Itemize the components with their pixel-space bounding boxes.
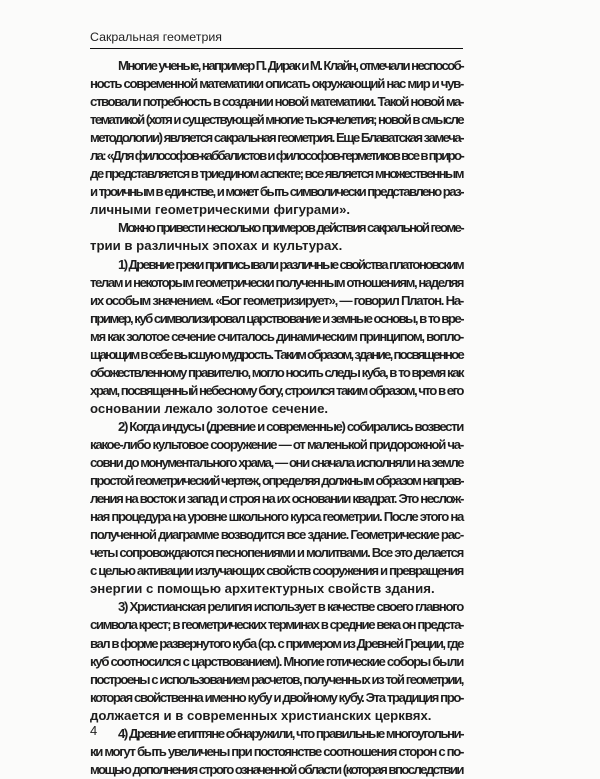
text-line: ла: «Для философов-каббалистов и философов-герметиков все в приро- — [90, 148, 463, 164]
text-line: основании лежало золотое сечение. — [90, 400, 329, 416]
text-line: совни до монументального храма, — они сначала исполняли на земле — [90, 455, 463, 471]
body-text — [90, 57, 463, 779]
text-line: Многие ученые, например П. Дирак и М. Клайн, отмечали неспособ- — [118, 58, 463, 73]
running-head: Сакральная геометрия — [90, 29, 463, 49]
text-line: ность современной математики описать окружающий нас мир и чув- — [90, 76, 463, 92]
text-line: щающим в себе высшую мудрость. Таким образом, здание, посвященное — [90, 346, 463, 362]
text-line: полученной диаграмме возводится все здание. Геометрические рас- — [90, 527, 463, 543]
text-line: ления на восток и запад и строя на их основании квадрат. Это неслож- — [90, 491, 463, 507]
text-line: личными геометрическими фигурами». — [90, 202, 351, 218]
text-line: телам и некоторым геометрически полученным отношениям, наделяя — [90, 274, 463, 290]
text-line: храм, посвященный небесному богу, строился таким образом, что в его — [90, 382, 463, 398]
text-line: пример, куб символизировал царствование и земные основы, в то вре- — [90, 310, 463, 326]
text-line: вал в форме развернутого куба (ср. с примером из Древней Греции, где — [90, 635, 464, 651]
text-line: символа крест; в геометрических терминах в средние века он предста- — [90, 617, 463, 633]
text-line: должается и в современных христианских церквях. — [90, 707, 432, 723]
text-line: какое-либо культовое сооружение — от маленькой придорожной ча- — [90, 436, 463, 452]
text-line: 3) Христианская религия использует в качестве своего главного — [118, 599, 463, 615]
text-line: энергии с помощью архитектурных свойств здания. — [90, 581, 435, 597]
text-line: 4) Древние египтяне обнаружили, что правильные многоугольни- — [118, 725, 463, 741]
text-line: которая свойственна именно кубу и двойному кубу. Эта традиция про- — [90, 689, 464, 705]
text-line: тематикой (хотя и существующей многие тысячелетия; новой в смысле — [90, 112, 463, 128]
text-line: ная процедура на уровне школьного курса геометрии. После этого на — [90, 509, 463, 525]
text-line: построены с использованием расчетов, полученных из той геометрии, — [90, 671, 463, 687]
text-line: трии в различных эпохах и культурах. — [90, 238, 343, 254]
text-line: простой геометрический чертеж, определяя должным образом направ- — [90, 473, 463, 489]
text-line: де представляется в триедином аспекте; все является множественным — [90, 166, 463, 182]
text-line: Можно привести несколько примеров действия сакральной геоме- — [118, 220, 463, 236]
text-line: обожествленному правителю, могло носить следы куба, в то время как — [90, 364, 463, 380]
text-line: их особым значением. «Бог геометризирует», — говорил Платон. На- — [90, 292, 463, 308]
page-number: 4 — [90, 723, 98, 738]
text-line: 2) Когда индусы (древние и современные) собирались возвести — [118, 418, 463, 434]
text-line: ки могут быть увеличены при постоянстве соотношения сторон с по- — [90, 743, 463, 759]
text-line: 1) Древние греки приписывали различные свойства платоновским — [118, 256, 463, 272]
text-line: методологии) является сакральная геометрия. Еще Блаватская замеча- — [90, 130, 463, 146]
text-line: ствовали потребность в создании новой математики. Такой новой ма- — [90, 94, 463, 110]
text-line: четы сопровождаются песнопениями и молитвами. Все это делается — [90, 545, 463, 561]
text-line: мя как золотое сечение считалось динамическим принципом, вопло- — [90, 328, 463, 344]
text-line: мощью дополнения строго означенной области (которая впоследствии — [90, 761, 463, 777]
text-line: с целью активации излучающих свойств сооружения и превращения — [90, 563, 463, 579]
text-line: куб соотносился с царствованием). Многие готические соборы были — [90, 653, 463, 669]
text-line: и троичным в единстве, и может быть символически представлено раз- — [90, 184, 463, 200]
